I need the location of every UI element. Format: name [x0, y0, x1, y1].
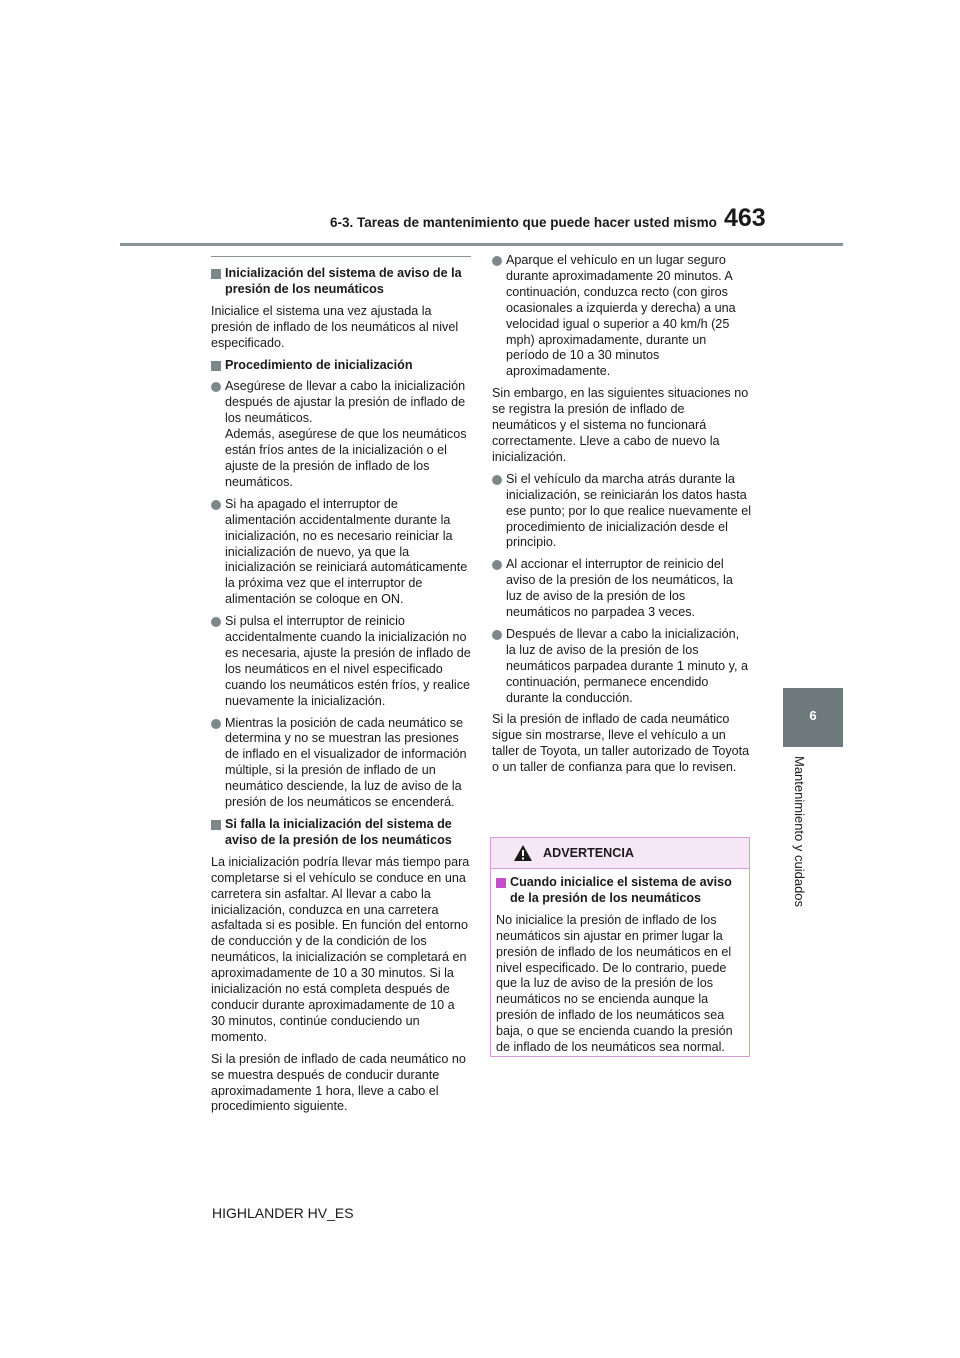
list-item-text: Si ha apagado el interruptor de alimentación accidentalmente durante la inicialización, no es necesario reiniciar la inicialización de nuevo, ya que la inicialización se reiniciará automáticamente la próxima vez que el interruptor de alimentación se coloque en ON.: [225, 496, 468, 607]
left-column: [211, 256, 471, 1121]
list-item: [492, 253, 752, 380]
heading-text: Inicialización del sistema de aviso de la presión de los neumáticos: [225, 266, 462, 296]
circle-bullet-icon: [492, 256, 502, 266]
warning-text: No inicialice la presión de inflado de los neumáticos sin ajustar en primer lugar la presión de inflado de los neumáticos en el nivel especificado. De lo contrario, puede que la luz de aviso de la presión de los neumáticos no se encienda aunque la presión de inflado de los neumáticos sea baja, o que se encienda cuando la presión de inflado de los neumáticos sea normal.: [496, 912, 733, 1055]
header-divider: [120, 243, 843, 246]
circle-bullet-icon: [492, 630, 502, 640]
circle-bullet-icon: [211, 719, 221, 729]
list-item: [492, 627, 752, 707]
square-bullet-icon: [211, 361, 221, 371]
list-item-text: Si pulsa el interruptor de reinicio accidentalmente cuando la inicialización no es necesaria, ajuste la presión de inflado de los neumáticos en el nivel especificado cuando los neumáticos estén fríos, y realice nuevamente la inicialización.: [225, 614, 471, 708]
square-bullet-icon: [496, 878, 506, 888]
section-title: 6-3. Tareas de mantenimiento que puede hacer usted mismo: [330, 215, 717, 230]
square-bullet-icon: [211, 269, 221, 279]
list-item-text: Aparque el vehículo en un lugar seguro durante aproximadamente 20 minutos. A continuación, conduzca recto (con giros ocasionales a izquierda y derecha) a una velocidad igual o superior a 40 km/h (25 mph) aproximadamente, durante un período de 10 a 30 minutos aproximadamente.: [506, 253, 736, 379]
paragraph: Inicialice el sistema una vez ajustada la presión de inflado de los neumáticos al nivel especificado.: [211, 303, 459, 350]
column-divider: [211, 256, 471, 257]
section-heading: [211, 266, 471, 298]
warning-body: [491, 869, 749, 1056]
list-item: [211, 716, 471, 811]
circle-bullet-icon: [211, 500, 221, 510]
circle-bullet-icon: [211, 617, 221, 627]
heading-text: Procedimiento de inicialización: [225, 357, 413, 372]
paragraph: Si la presión de inflado de cada neumático sigue sin mostrarse, lleve el vehículo a un taller de Toyota, un taller autorizado de Toyota o un taller de confianza para que lo revisen.: [492, 712, 750, 775]
right-column: [492, 253, 752, 782]
list-item: [211, 379, 471, 490]
warning-heading: [496, 875, 744, 907]
warning-triangle-icon: [513, 844, 533, 862]
paragraph: La inicialización podría llevar más tiempo para completarse si el vehículo se conduce en una carretera sin asfaltar. Al llevar a cabo la inicialización, conduzca en una carretera asfaltada si es posible. En función del entorno de conducción y de la condición de los neumáticos, la inicialización se completará en aproximadamente de 10 a 30 minutos. Si la inicialización no está completa después de conducir durante aproximadamente de 10 a 30 minutos, continúe conduciendo un momento.: [211, 854, 470, 1044]
chapter-label: Mantenimiento y cuidados: [792, 756, 807, 908]
list-item-text: Si el vehículo da marcha atrás durante la inicialización, se reiniciarán los datos hasta ese punto; por lo que realice nuevamente el procedimiento de inicialización desde el principio.: [506, 471, 752, 550]
circle-bullet-icon: [211, 382, 221, 392]
warning-title: ADVERTENCIA: [543, 846, 634, 860]
section-heading: [211, 358, 471, 374]
page-number: 463: [724, 204, 766, 232]
list-item: [211, 614, 471, 709]
footer-model: HIGHLANDER HV_ES: [212, 1205, 354, 1221]
list-item-text: Después de llevar a cabo la inicialización, la luz de aviso de la presión de los neumáticos parpadea durante 1 minuto y, a continuación, permanece encendido durante la conducción.: [506, 626, 748, 705]
circle-bullet-icon: [492, 475, 502, 485]
paragraph: Si la presión de inflado de cada neumático no se muestra después de conducir durante aproximadamente 1 hora, lleve a cabo el procedimiento siguiente.: [211, 1051, 466, 1114]
heading-text: Si falla la inicialización del sistema de aviso de la presión de los neumáticos: [225, 817, 452, 847]
list-item-text: Mientras la posición de cada neumático se determina y no se muestran las presiones de inflado en el visualizador de información múltiple, si la presión de inflado de un neumático desciende, la luz de aviso de la presión de los neumáticos se encenderá.: [225, 715, 467, 810]
chapter-tab[interactable]: 6: [783, 688, 843, 747]
heading-text: Cuando inicialice el sistema de aviso de la presión de los neumáticos: [510, 875, 732, 905]
paragraph: Sin embargo, en las siguientes situaciones no se registra la presión de inflado de neumáticos y el sistema no funcionará correctamente. Lleve a cabo de nuevo la inicialización.: [492, 386, 749, 464]
list-item-text: Asegúrese de llevar a cabo la inicialización después de ajustar la presión de inflado de los neumáticos. Además, asegúrese de que los neumáticos están fríos antes de la inicialización o el ajuste de la presión de inflado de los neumáticos.: [225, 379, 467, 489]
section-heading: [211, 817, 471, 849]
warning-header: [491, 838, 749, 869]
list-item: [211, 497, 471, 608]
list-item: [492, 557, 752, 621]
list-item: [492, 472, 752, 552]
circle-bullet-icon: [492, 560, 502, 570]
square-bullet-icon: [211, 820, 221, 830]
list-item-text: Al accionar el interruptor de reinicio del aviso de la presión de los neumáticos, la luz de aviso de la presión de los neumáticos no parpadea 3 veces.: [506, 557, 733, 620]
warning-box: [490, 837, 750, 1057]
